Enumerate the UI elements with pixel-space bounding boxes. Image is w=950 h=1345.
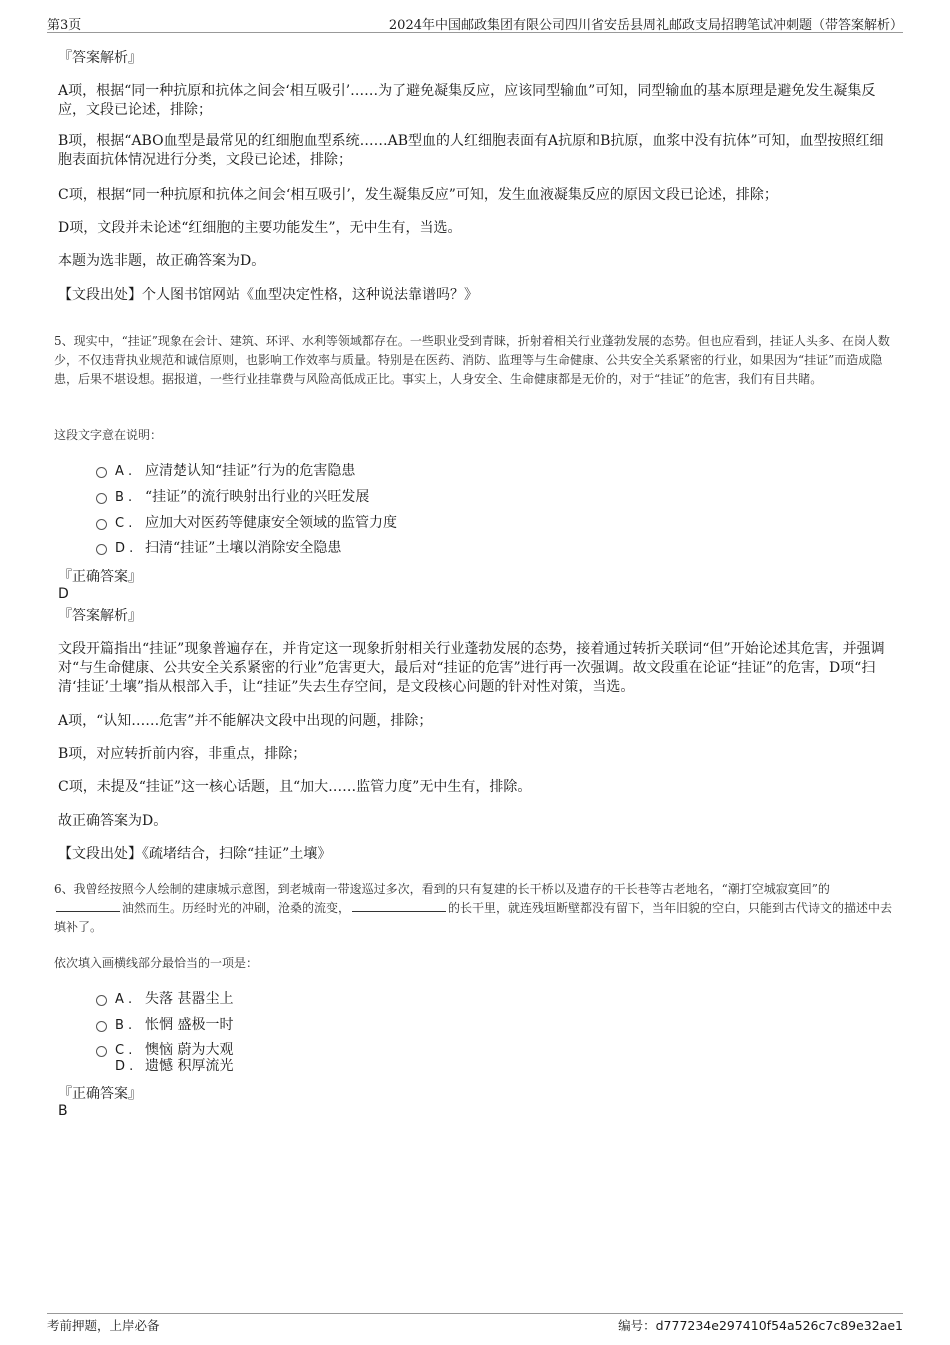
option-key: C . <box>115 1043 133 1058</box>
radio-icon[interactable] <box>96 544 107 555</box>
option-key: C . <box>115 516 133 531</box>
code-label: 编号： <box>618 1318 656 1333</box>
q6-correct-label: 『正确答案』 <box>58 1086 142 1102</box>
document-code <box>618 1316 903 1334</box>
q5-stem: 5、现实中，“挂证”现象在会计、建筑、环评、水利等领域都存在。一些职业受到青睐，折射着相关行业蓬勃发展的态势。但也应看到，挂证人头多、在岗人数少，不仅违背执业规范和诚信原则，也影响工作效率与质量。特别是在医药、消防、监理等与生命健康、公共安全关系紧密的行业，如果因为“挂证”而造成隐患，后果不堪设想。据报道，一些行业挂靠费与风险高低成正比。事实上，人身安全、生命健康都是无价的，对于“挂证”的危害，我们有目共睹。 <box>54 334 890 386</box>
document-title: 2024年中国邮政集团有限公司四川省安岳县周礼邮政支局招聘笔试冲刺题（带答案解析） <box>388 18 903 33</box>
q6-stem-part-1: 6、我曾经按照今人绘制的建康城示意图，到老城南一带逡巡过多次，看到的只有复建的长干桥以及遗存的干长巷等古老地名，“潮打空城寂寞回”的 <box>54 882 830 896</box>
option-key: A . <box>115 464 133 479</box>
footer-slogan: 考前押题，上岸必备 <box>47 1318 160 1333</box>
q6-option-b[interactable] <box>96 1016 233 1035</box>
q6-stem-part-3: 的长干里，就连残垣断壁都没有留下，当年旧貌的空白，只能到古代诗文的描述中去填补了。 <box>54 901 893 934</box>
blank-1 <box>56 899 120 912</box>
option-text: “挂证”的流行映射出行业的兴旺发展 <box>145 489 370 505</box>
q5-option-b[interactable] <box>96 488 369 507</box>
option-text: 失落 甚嚣尘上 <box>145 991 234 1007</box>
radio-icon[interactable] <box>96 493 107 504</box>
q5-option-a[interactable] <box>96 462 355 481</box>
q6-stem-part-2: 油然而生。历经时光的冲刷，沧桑的流变， <box>122 901 351 915</box>
option-text: 怅惘 盛极一时 <box>145 1017 234 1033</box>
option-text: 懊恼 蔚为大观 <box>145 1042 234 1058</box>
option-text: 遗憾 积厚流光 <box>145 1058 234 1074</box>
page-number: 第3页 <box>47 18 82 33</box>
q5-conclusion: 故正确答案为D。 <box>58 813 168 829</box>
q6-correct-answer: B <box>58 1103 68 1119</box>
page-footer <box>47 1313 903 1333</box>
q5-correct-label: 『正确答案』 <box>58 569 142 585</box>
q4-analysis-a: A项，根据“同一种抗原和抗体之间会‘相互吸引’……为了避免凝集反应，应该同型输血”可知，同型输血的基本原理是避免发生凝集反应，文段已论述，排除； <box>58 83 876 118</box>
q6-prompt: 依次填入画横线部分最恰当的一项是： <box>54 956 259 970</box>
option-text: 应加大对医药等健康安全领域的监管力度 <box>145 515 397 531</box>
option-key: D . <box>115 1059 134 1074</box>
q4-analysis-d: D项，文段并未论述“红细胞的主要功能发生”，无中生有，当选。 <box>58 220 462 236</box>
page-header <box>47 12 903 33</box>
q5-option-d[interactable] <box>96 539 341 558</box>
q4-analysis-label: 『答案解析』 <box>58 50 142 66</box>
q6-stem <box>54 880 896 937</box>
option-text: 扫清“挂证”土壤以消除安全隐患 <box>145 540 342 556</box>
q5-prompt: 这段文字意在说明： <box>54 428 163 442</box>
blank-2 <box>352 899 446 912</box>
option-key: B . <box>115 490 133 505</box>
q6-option-d[interactable] <box>96 1057 233 1076</box>
q5-analysis-label: 『答案解析』 <box>58 608 142 624</box>
q5-correct-answer: D <box>58 586 69 602</box>
q5-analysis-c: C项，未提及“挂证”这一核心话题，且“加大……监管力度”无中生有，排除。 <box>58 779 532 795</box>
q4-source: 【文段出处】个人图书馆网站《血型决定性格，这种说法靠谱吗？》 <box>58 287 478 303</box>
radio-icon[interactable] <box>96 995 107 1006</box>
q4-conclusion: 本题为选非题，故正确答案为D。 <box>58 253 266 269</box>
radio-icon[interactable] <box>96 519 107 530</box>
q5-source: 【文段出处】《疏堵结合，扫除“挂证”土壤》 <box>58 846 332 862</box>
q5-option-c[interactable] <box>96 514 397 533</box>
q5-analysis-a: A项，“认知……危害”并不能解决文段中出现的问题，排除； <box>58 713 433 729</box>
q6-option-a[interactable] <box>96 990 233 1009</box>
q4-analysis-c: C项，根据“同一种抗原和抗体之间会‘相互吸引’，发生凝集反应”可知，发生血液凝集反应的原因文段已论述，排除； <box>58 187 778 203</box>
option-key: B . <box>115 1018 133 1033</box>
q5-analysis-b: B项，对应转折前内容，非重点，排除； <box>58 746 307 762</box>
code-value: d777234e297410f54a526c7c89e32ae1 <box>655 1318 903 1333</box>
option-text: 应清楚认知“挂证”行为的危害隐患 <box>145 463 356 479</box>
radio-icon[interactable] <box>96 1021 107 1032</box>
q5-analysis: 文段开篇指出“挂证”现象普遍存在，并肯定这一现象折射相关行业蓬勃发展的态势，接着通过转折关联词“但”开始论述其危害，并强调对“与生命健康、公共安全关系紧密的行业”危害更大，最后对“挂证的危害”进行再一次强调。故文段重在论证“挂证”的危害，D项“扫清‘挂证’土壤”指从根部入手，让“挂证”失去生存空间，是文段核心问题的针对性对策，当选。 <box>58 641 885 695</box>
option-key: A . <box>115 992 133 1007</box>
radio-icon[interactable] <box>96 467 107 478</box>
q4-analysis-b: B项，根据“ABO血型是最常见的红细胞血型系统……AB型血的人红细胞表面有A抗原和B抗原，血浆中没有抗体”可知，血型按照红细胞表面抗体情况进行分类，文段已论述，排除； <box>58 133 884 168</box>
radio-icon[interactable] <box>96 1046 107 1057</box>
option-key: D . <box>115 541 134 556</box>
